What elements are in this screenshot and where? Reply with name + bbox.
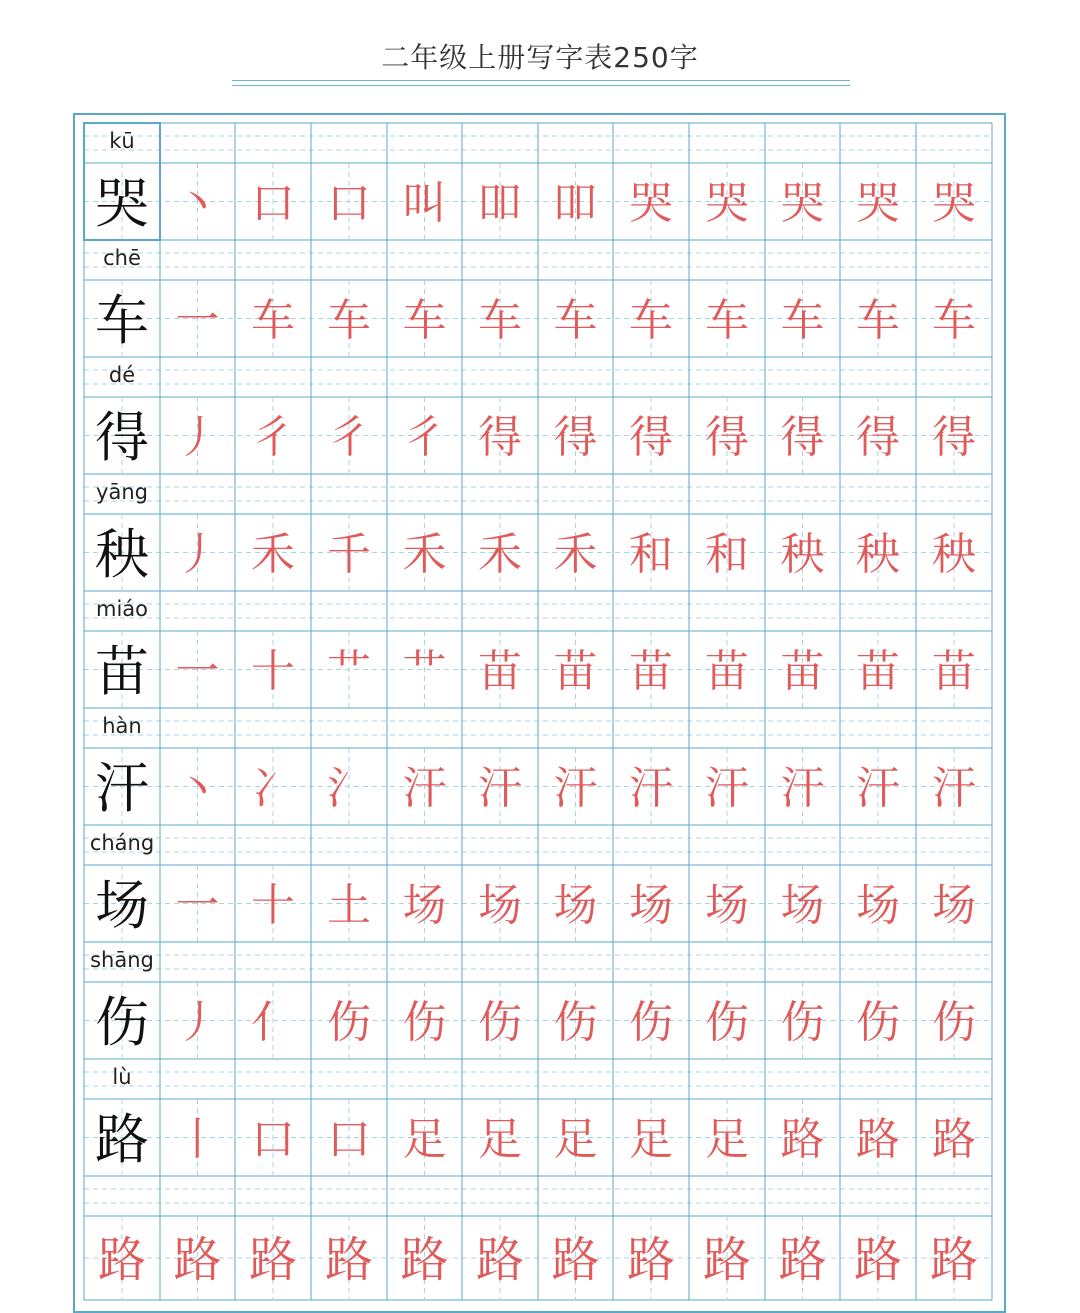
stroke-step-character: 丿	[175, 997, 220, 1048]
stroke-step-character: 彳	[402, 412, 447, 463]
stroke-step-character: 场	[553, 880, 598, 931]
stroke-step-character: 禾	[478, 529, 522, 580]
pinyin-label: chē	[103, 246, 141, 270]
stroke-step-character: 苗	[705, 646, 749, 697]
stroke-step-character: 伤	[705, 997, 749, 1048]
pinyin-label: kū	[109, 129, 135, 153]
stroke-step-character: 足	[629, 1114, 673, 1165]
stroke-step-character: 口	[327, 1114, 371, 1165]
stroke-step-character: 伤	[932, 997, 976, 1048]
stroke-step-character: 苗	[856, 646, 900, 697]
stroke-step-character: 汗	[478, 763, 522, 814]
pinyin-label: shāng	[90, 948, 154, 972]
stroke-step-character: 彳	[251, 412, 295, 463]
stroke-step-character: 车	[705, 295, 749, 346]
stroke-step-character: 得	[629, 412, 673, 463]
stroke-step-character: 丿	[175, 412, 220, 463]
stroke-step-character: 禾	[251, 529, 295, 580]
pinyin-label: dé	[108, 363, 136, 387]
stroke-step-character: 汗	[402, 763, 447, 814]
model-character: 哭	[95, 172, 149, 235]
stroke-step-character: 亻	[251, 997, 295, 1048]
stroke-step-character: 哭	[856, 178, 900, 229]
stroke-step-character: 足	[705, 1114, 749, 1165]
stroke-step-character: 车	[932, 295, 976, 346]
stroke-step-character: 伤	[553, 997, 598, 1048]
stroke-step-character: 一	[175, 880, 220, 931]
stroke-step-character: 路	[856, 1114, 900, 1165]
stroke-step-character: 伤	[629, 997, 673, 1048]
stroke-step-character: 苗	[780, 646, 825, 697]
stroke-step-character: 车	[327, 295, 371, 346]
stroke-step-character: 车	[780, 295, 825, 346]
stroke-step-character: 场	[629, 880, 673, 931]
stroke-step-character: 苗	[553, 646, 598, 697]
stroke-step-character: 苗	[932, 646, 976, 697]
stroke-step-character: 秧	[856, 529, 900, 580]
stroke-step-character: 苗	[478, 646, 522, 697]
stroke-step-character: 口	[327, 178, 371, 229]
stroke-step-character: 场	[856, 880, 900, 931]
stroke-step-character: 苗	[629, 646, 673, 697]
practice-character: 路	[248, 1232, 298, 1288]
stroke-step-character: 禾	[402, 529, 447, 580]
practice-character: 路	[702, 1232, 752, 1288]
stroke-step-character: 足	[478, 1114, 522, 1165]
stroke-step-character: 秧	[932, 529, 976, 580]
pinyin-label: yāng	[96, 480, 148, 504]
stroke-step-character: 一	[175, 646, 220, 697]
practice-character: 路	[853, 1232, 903, 1288]
stroke-step-character: 车	[251, 295, 295, 346]
practice-character: 路	[475, 1232, 525, 1288]
model-character: 秧	[95, 523, 149, 586]
stroke-step-character: 吅	[478, 178, 522, 229]
page-title: 二年级上册写字表250字	[381, 41, 699, 74]
stroke-step-character: 千	[327, 529, 371, 580]
pinyin-label: lù	[112, 1065, 132, 1089]
model-character: 伤	[95, 991, 149, 1054]
model-character: 苗	[95, 640, 149, 703]
practice-character: 路	[400, 1232, 449, 1288]
stroke-step-character: 场	[478, 880, 522, 931]
stroke-step-character: 路	[780, 1114, 825, 1165]
stroke-step-character: 伤	[780, 997, 825, 1048]
stroke-step-character: 汗	[705, 763, 749, 814]
stroke-step-character: 汗	[856, 763, 900, 814]
stroke-step-character: 哭	[629, 178, 673, 229]
stroke-step-character: 车	[553, 295, 598, 346]
practice-character: 路	[929, 1232, 979, 1288]
stroke-step-character: 得	[705, 412, 749, 463]
stroke-step-character: 丶	[175, 763, 220, 814]
stroke-step-character: 吅	[553, 178, 598, 229]
stroke-step-character: 车	[629, 295, 673, 346]
stroke-step-character: 一	[175, 295, 220, 346]
practice-character: 路	[778, 1232, 827, 1288]
stroke-step-character: 丿	[175, 529, 220, 580]
practice-character: 路	[626, 1232, 676, 1288]
stroke-step-character: 丶	[175, 178, 220, 229]
stroke-step-character: 十	[251, 646, 295, 697]
pinyin-label: cháng	[89, 831, 155, 855]
stroke-step-character: 伤	[478, 997, 522, 1048]
stroke-step-character: 和	[629, 529, 673, 580]
pinyin-label: miáo	[95, 597, 149, 621]
stroke-step-character: 伤	[402, 997, 447, 1048]
model-character: 场	[95, 874, 149, 937]
stroke-step-character: 禾	[553, 529, 598, 580]
stroke-step-character: 汗	[553, 763, 598, 814]
model-character: 路	[95, 1108, 149, 1171]
stroke-step-character: 冫	[251, 763, 295, 814]
stroke-step-character: 场	[705, 880, 749, 931]
stroke-step-character: 艹	[402, 646, 447, 697]
stroke-step-character: 场	[780, 880, 825, 931]
stroke-step-character: 哭	[932, 178, 976, 229]
practice-character: 路	[551, 1232, 600, 1288]
stroke-step-character: 土	[327, 880, 371, 931]
stroke-step-character: 叫	[402, 178, 447, 229]
stroke-step-character: 哭	[780, 178, 825, 229]
stroke-step-character: 得	[780, 412, 825, 463]
stroke-step-character: 口	[251, 178, 295, 229]
stroke-step-character: 秧	[780, 529, 825, 580]
stroke-step-character: 得	[856, 412, 900, 463]
stroke-step-character: 伤	[856, 997, 900, 1048]
stroke-step-character: 得	[478, 412, 522, 463]
practice-character: 路	[97, 1232, 147, 1288]
stroke-step-character: 艹	[327, 646, 371, 697]
practice-character: 路	[173, 1232, 222, 1288]
stroke-step-character: 得	[553, 412, 598, 463]
stroke-step-character: 口	[251, 1114, 295, 1165]
stroke-step-character: 丨	[175, 1114, 220, 1165]
stroke-step-character: 和	[705, 529, 749, 580]
stroke-step-character: 氵	[327, 763, 371, 814]
stroke-step-character: 哭	[705, 178, 749, 229]
model-character: 得	[95, 406, 149, 469]
stroke-step-character: 得	[932, 412, 976, 463]
stroke-step-character: 彳	[327, 412, 371, 463]
stroke-step-character: 伤	[327, 997, 371, 1048]
model-character: 汗	[95, 757, 149, 820]
stroke-step-character: 汗	[780, 763, 825, 814]
stroke-step-character: 车	[856, 295, 900, 346]
pinyin-label: hàn	[102, 714, 142, 738]
sheet-frame	[73, 113, 1006, 1313]
stroke-step-character: 汗	[932, 763, 976, 814]
stroke-step-character: 足	[402, 1114, 447, 1165]
practice-character: 路	[324, 1232, 374, 1288]
stroke-step-character: 足	[553, 1114, 598, 1165]
stroke-step-character: 车	[478, 295, 522, 346]
stroke-step-character: 场	[402, 880, 447, 931]
stroke-step-character: 车	[402, 295, 447, 346]
model-character: 车	[95, 289, 149, 352]
stroke-step-character: 场	[932, 880, 976, 931]
stroke-step-character: 路	[932, 1114, 976, 1165]
stroke-step-character: 十	[251, 880, 295, 931]
stroke-step-character: 汗	[629, 763, 673, 814]
